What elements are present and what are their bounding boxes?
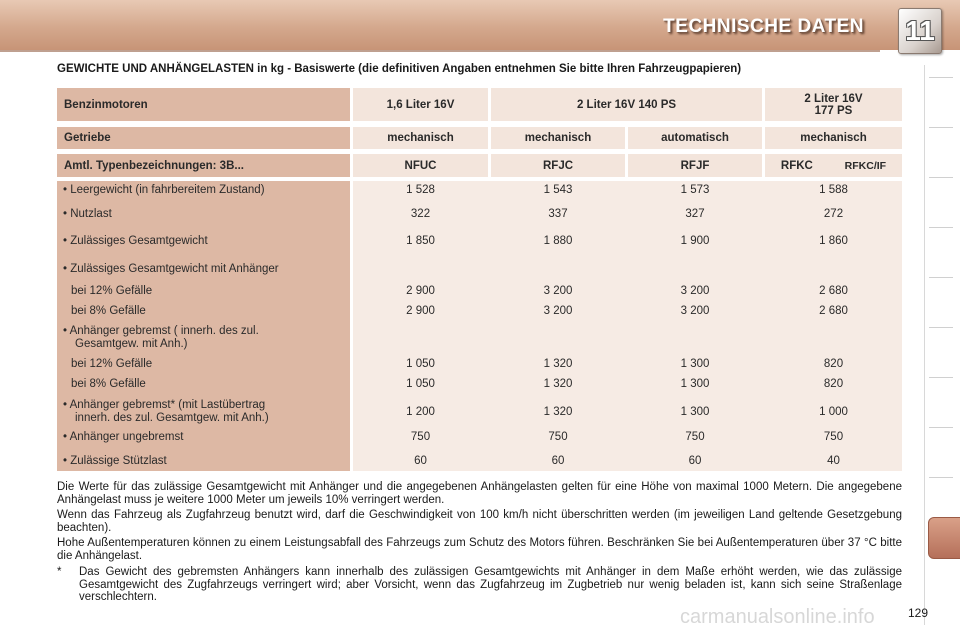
row-value-col-4: 1 000 <box>819 406 848 418</box>
row-label: bei 8% Gefälle <box>71 305 146 317</box>
row-value-col-3: 3 200 <box>680 285 710 297</box>
footnote <box>57 566 902 604</box>
row-value-col-4: 1 860 <box>819 235 848 247</box>
row-label: • Zulässige Stützlast <box>63 455 167 467</box>
row-value-col-2: 3 200 <box>543 305 573 317</box>
engine-col-2: 2 Liter 16V 140 PS <box>491 88 762 121</box>
table-header-types <box>57 154 902 177</box>
rail-tick <box>929 77 953 78</box>
row-value-col-3: 1 573 <box>680 184 710 196</box>
chapter-number-badge: 11 <box>898 8 942 54</box>
row-value-col-2: 1 320 <box>543 378 573 390</box>
row-value-col-4: 2 680 <box>819 285 848 297</box>
row-value-col-1: 1 200 <box>406 406 435 418</box>
type-col-4 <box>765 154 902 177</box>
footnote-text: Das Gewicht des gebremsten Anhängers kann innerhalb des zulässigen Gesamtgewichts mit Anhänger in dem Maße erhöht werden, wie das zulässige Gesamtgewicht des Zugfahrzeugs verringert wird; aber Vorsicht, wenn das Zugfahrzeug im Zugbetrieb nur wenig beladen ist, kann sich seine Straßenlage verschlechtern. <box>79 566 902 603</box>
table-header-gearbox <box>57 127 902 149</box>
page-number: 129 <box>908 606 929 620</box>
gearbox-label: Getriebe <box>57 127 350 149</box>
row-value-col-2: 337 <box>548 208 568 220</box>
row-label: • Anhänger ungebremst <box>63 431 184 443</box>
row-value-col-1: 1 050 <box>406 358 435 370</box>
page-title: TECHNISCHE DATEN <box>663 16 864 37</box>
engine-col-3-line1: 2 Liter 16V <box>804 92 863 105</box>
type-col-4a: RFKC <box>780 159 813 172</box>
row-value-col-4: 1 588 <box>819 184 848 196</box>
row-value-col-1: 1 850 <box>406 235 435 247</box>
header-divider <box>0 50 880 52</box>
rail-tick <box>929 477 953 478</box>
row-value-col-3: 1 300 <box>680 406 710 418</box>
paragraph-altitude: Die Werte für das zulässige Gesamtgewicht mit Anhänger und die angegebenen Anhängelasten gelten für eine Höhe von maximal 1000 Metern. Die angegebene Anhängelast muss je weitere 1000 Meter um jeweils 10% verringert werden. <box>57 481 902 506</box>
rail-tick <box>929 427 953 428</box>
type-col-1: NFUC <box>353 154 488 177</box>
row-label: • Zulässiges Gesamtgewicht <box>63 235 208 247</box>
row-value-col-3: 60 <box>688 455 702 467</box>
section-title-note: - Basiswerte (die definitiven Angaben entnehmen Sie bitte Ihren Fahrzeugpapieren) <box>284 63 742 75</box>
engine-col-3-line2: 177 PS <box>814 104 853 117</box>
row-value-col-4: 40 <box>827 455 840 467</box>
gearbox-col-2: mechanisch <box>491 127 625 149</box>
row-value-col-2: 1 320 <box>543 358 573 370</box>
row-value-col-4: 2 680 <box>819 305 848 317</box>
row-label-continued: Gesamtgew. mit Anh.) <box>75 338 188 350</box>
rail-tick <box>929 227 953 228</box>
row-value-col-3: 1 300 <box>680 358 710 370</box>
engine-col-3 <box>765 88 902 121</box>
section-title <box>57 63 741 75</box>
row-values-background <box>353 181 902 471</box>
row-value-col-3: 327 <box>685 208 705 220</box>
row-label: • Zulässiges Gesamtgewicht mit Anhänger <box>63 263 279 275</box>
row-value-col-3: 1 900 <box>680 235 710 247</box>
footnote-mark: * <box>57 566 62 578</box>
row-value-col-1: 1 528 <box>406 184 435 196</box>
chapter-tab-active[interactable] <box>928 517 960 559</box>
row-label-continued: innerh. des zul. Gesamtgew. mit Anh.) <box>75 412 269 424</box>
paragraph-speed: Wenn das Fahrzeug als Zugfahrzeug benutzt wird, darf die Geschwindigkeit von 100 km/h nicht überschritten werden (im jeweiligen Land geltende Gesetzgebung beachten). <box>57 509 902 534</box>
row-value-col-1: 750 <box>410 431 431 443</box>
gearbox-col-1: mechanisch <box>353 127 488 149</box>
row-value-col-1: 322 <box>410 208 431 220</box>
row-value-col-4: 820 <box>823 378 844 390</box>
row-label: bei 12% Gefälle <box>71 358 153 370</box>
row-value-col-4: 750 <box>823 431 844 443</box>
type-col-4b: RFKC/IF <box>844 159 887 172</box>
row-value-col-3: 1 300 <box>680 378 710 390</box>
row-value-col-2: 1 543 <box>543 184 573 196</box>
row-value-col-1: 60 <box>414 455 427 467</box>
row-value-col-1: 2 900 <box>406 285 435 297</box>
type-col-3: RFJF <box>628 154 762 177</box>
row-value-col-2: 1 880 <box>543 235 573 247</box>
row-value-col-2: 60 <box>551 455 565 467</box>
section-title-main: GEWICHTE UND ANHÄNGELASTEN in kg <box>57 63 285 75</box>
gearbox-col-4: mechanisch <box>765 127 902 149</box>
rail-tick <box>929 377 953 378</box>
row-value-col-1: 2 900 <box>406 305 435 317</box>
rail-tick <box>929 127 953 128</box>
row-value-col-4: 820 <box>823 358 844 370</box>
rail-tick <box>929 277 953 278</box>
table-header-engines <box>57 88 902 121</box>
types-label: Amtl. Typenbezeichnungen: 3B... <box>57 154 350 177</box>
engine-col-1: 1,6 Liter 16V <box>353 88 488 121</box>
row-label: • Anhänger gebremst ( innerh. des zul. <box>63 325 259 337</box>
watermark: carmanualsonline.info <box>680 606 875 628</box>
rail-tick <box>929 327 953 328</box>
row-value-col-3: 3 200 <box>680 305 710 317</box>
row-label: • Leergewicht (in fahrbereitem Zustand) <box>63 184 265 196</box>
row-label: • Nutzlast <box>63 208 112 220</box>
row-value-col-1: 1 050 <box>406 378 435 390</box>
type-col-2: RFJC <box>491 154 625 177</box>
row-value-col-2: 750 <box>548 431 568 443</box>
row-value-col-2: 3 200 <box>543 285 573 297</box>
row-value-col-3: 750 <box>685 431 705 443</box>
row-value-col-4: 272 <box>823 208 844 220</box>
rail-tick <box>929 177 953 178</box>
row-label: bei 12% Gefälle <box>71 285 153 297</box>
row-label: bei 8% Gefälle <box>71 378 146 390</box>
row-label: • Anhänger gebremst* (mit Lastübertrag <box>63 399 266 411</box>
paragraph-temperature: Hohe Außentemperaturen können zu einem Leistungsabfall des Fahrzeugs zum Schutz des Motors führen. Beschränken Sie bei Außentemperaturen über 37 °C bitte die Anhängelast. <box>57 537 902 562</box>
gearbox-col-3: automatisch <box>628 127 762 149</box>
engines-label: Benzinmotoren <box>57 88 350 121</box>
row-value-col-2: 1 320 <box>543 406 573 418</box>
